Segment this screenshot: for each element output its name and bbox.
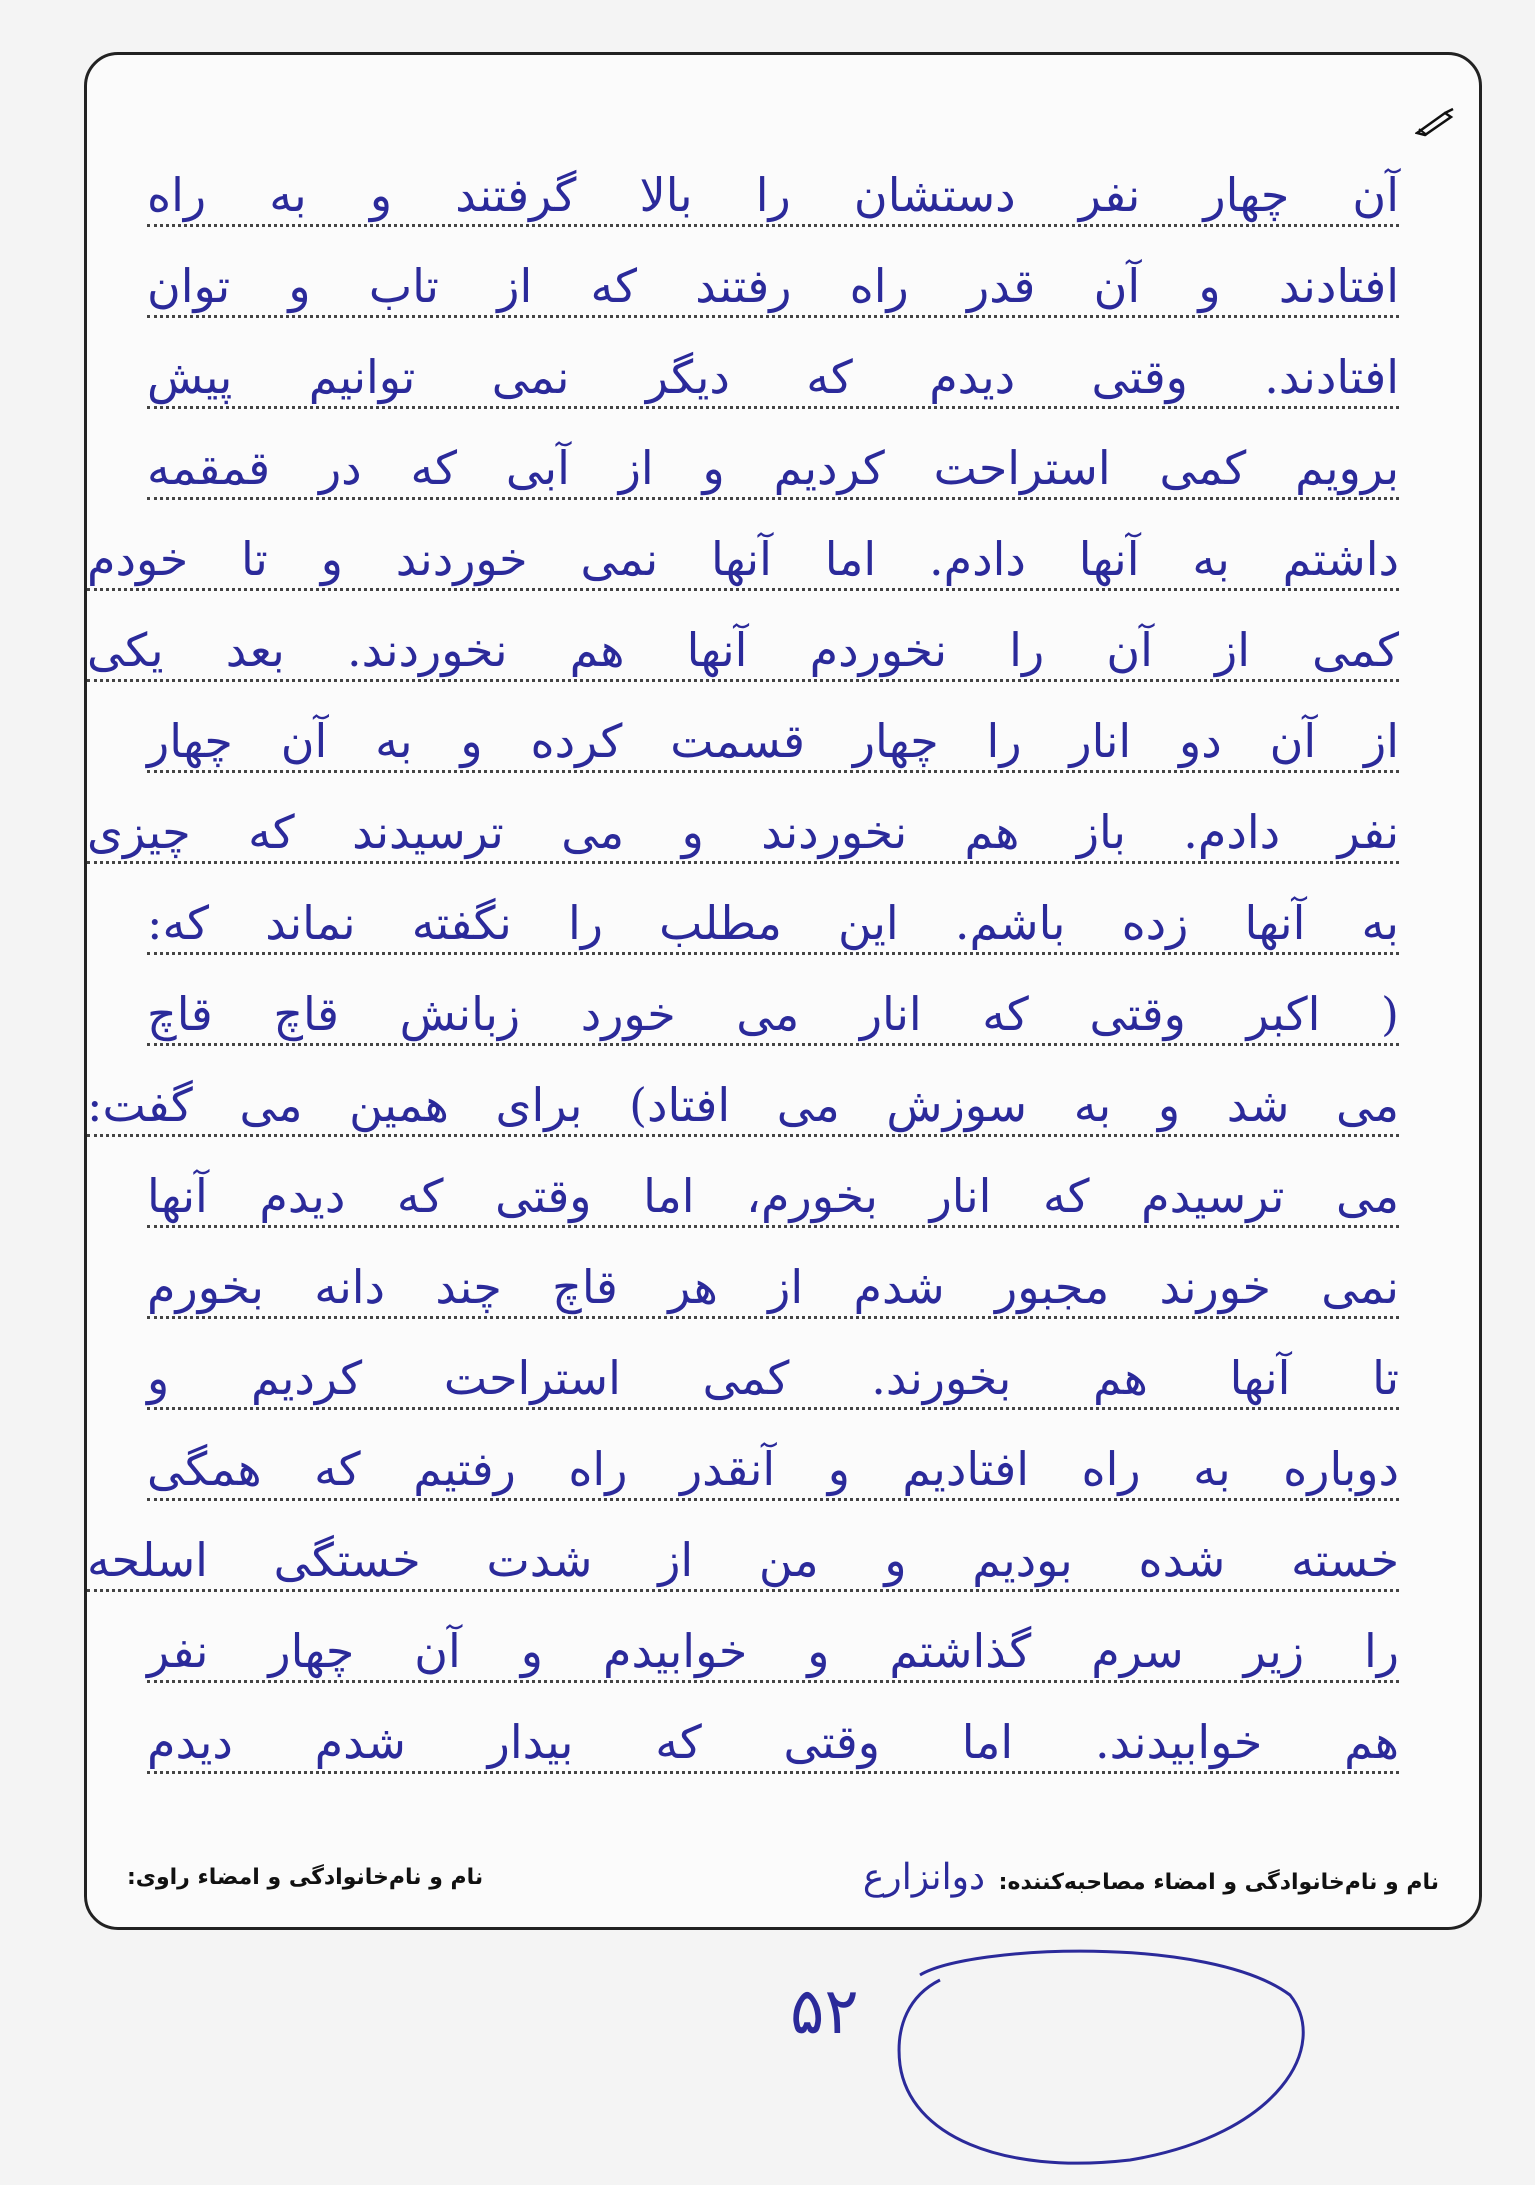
interviewer-signature: دوانزارع [862,1856,985,1898]
text-line: ( اکبر وقتی که انار می خورد زبانش قاچ قاچ [147,969,1399,1060]
pen-icon [1415,107,1455,137]
text-line: افتادند و آن قدر راه رفتند که از تاب و توان [147,241,1399,332]
text-line: کمی از آن را نخوردم آنها هم نخوردند. بعد یکی [87,605,1399,696]
text-line: برویم کمی استراحت کردیم و از آبی که در قمقمه [147,423,1399,514]
text-line: افتادند. وقتی دیدم که دیگر نمی توانیم پیش [147,332,1399,423]
narrator-signature-field [127,1865,483,1890]
text-line: آن چهار نفر دستشان را بالا گرفتند و به راه [147,150,1399,241]
handwritten-text-block [87,150,1399,1788]
text-line: می ترسیدم که انار بخورم، اما وقتی که دیدم آنها [147,1151,1399,1242]
interviewer-label: نام و نام‌خانوادگی و امضاء مصاحبه‌کننده: [998,1869,1439,1895]
text-line: نفر دادم. باز هم نخوردند و می ترسیدند که چیزی [87,787,1399,878]
text-line: را زیر سرم گذاشتم و خوابیدم و آن چهار نفر [147,1606,1399,1697]
text-line: نمی خورند مجبور شدم از هر قاچ چند دانه بخورم [147,1242,1399,1333]
text-line: خسته شده بودیم و من از شدت خستگی اسلحه [87,1515,1399,1606]
page-frame [84,52,1482,1930]
text-line: داشتم به آنها دادم. اما آنها نمی خوردند و تا خودم [87,514,1399,605]
signature-footer [127,1855,1439,1899]
text-line: دوباره به راه افتادیم و آنقدر راه رفتیم که همگی [147,1424,1399,1515]
interviewer-signature-field [857,1857,1439,1898]
text-line: هم خوابیدند. اما وقتی که بیدار شدم دیدم [147,1697,1399,1788]
page-number: ۵۲ [790,1975,859,2049]
text-line: از آن دو انار را چهار قسمت کرده و به آن چهار [147,696,1399,787]
hand-drawn-oval [880,1935,1320,2175]
text-line: به آنها زده باشم. این مطلب را نگفته نماند که: [147,878,1399,969]
text-line: تا آنها هم بخورند. کمی استراحت کردیم و [147,1333,1399,1424]
narrator-label: نام و نام‌خانوادگی و امضاء راوی: [127,1864,484,1890]
text-line: می شد و به سوزش می افتاد) برای همین می گفت: [87,1060,1399,1151]
